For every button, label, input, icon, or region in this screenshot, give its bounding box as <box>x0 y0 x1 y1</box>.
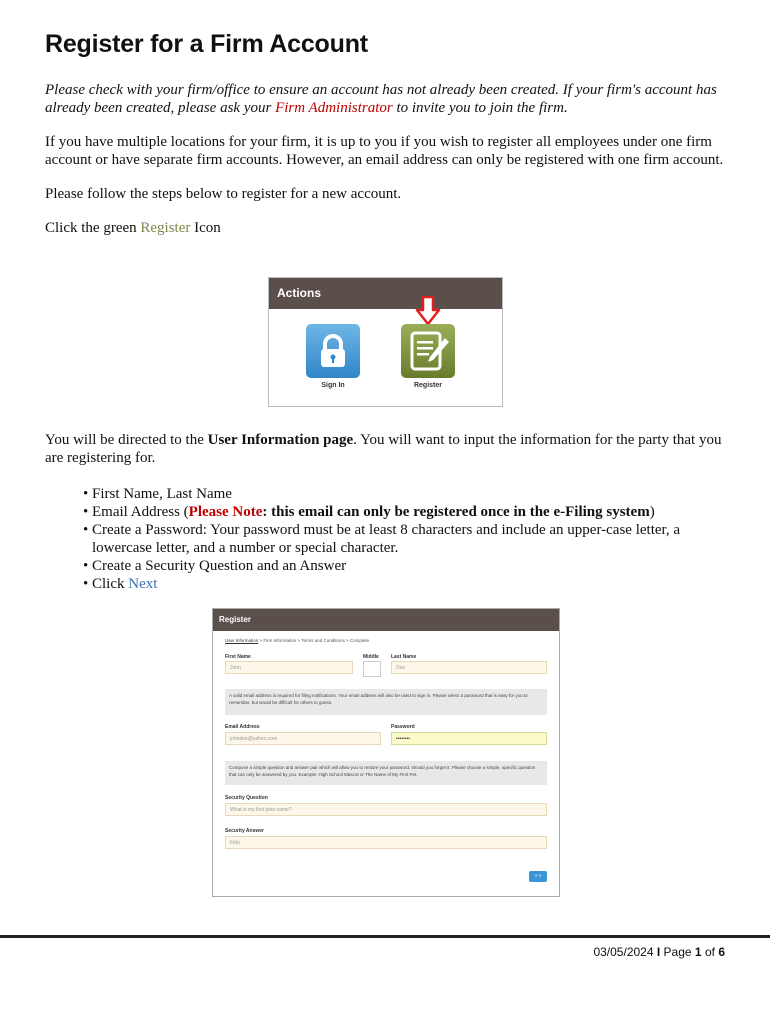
intro-paragraph <box>45 81 735 117</box>
sign-in-label: Sign In <box>321 382 345 389</box>
actions-panel-screenshot <box>268 277 503 407</box>
document-pencil-icon <box>401 324 455 378</box>
sign-in-tile[interactable] <box>306 324 360 378</box>
register-header: Register <box>213 609 559 631</box>
next-link[interactable]: Next <box>128 576 158 592</box>
next-button[interactable]: » » <box>529 871 547 882</box>
step-item-password: • Create a Password: Your password must be at least 8 characters and include an upper-case letter, a lowercase letter, and a number or special character. <box>83 521 735 557</box>
directed-before: You will be directed to the <box>45 432 208 448</box>
security-info-box: Compose a simple question and answer pair which will allow you to restore your password, should you forget it. Please choose a simple, specific question that can only be answered by you. Example: High School Mascot or The Name of My First Pet. <box>225 761 547 785</box>
register-tile[interactable] <box>401 324 455 378</box>
footer-of: of <box>704 945 715 959</box>
actions-header: Actions <box>269 278 502 309</box>
page-footer <box>593 945 725 959</box>
footer-separator: I <box>656 945 661 959</box>
firm-administrator-link[interactable]: Firm Administrator <box>275 100 393 116</box>
intro-text-after: to invite you to join the firm. <box>392 100 568 116</box>
middle-label: Middle <box>363 654 379 660</box>
password-label: Password <box>391 724 415 730</box>
click-register-after: Icon <box>190 220 221 236</box>
follow-steps-paragraph: Please follow the steps below to register for a new account. <box>45 186 402 202</box>
footer-date: 03/05/2024 <box>593 945 654 959</box>
last-name-label: Last Name <box>391 654 417 660</box>
step-item-security: • Create a Security Question and an Answer <box>83 557 735 575</box>
last-name-field[interactable]: Doe <box>391 661 547 674</box>
document-page <box>45 30 735 253</box>
footer-rule <box>0 935 770 938</box>
directed-after: . You will want to input the information for the party that you are registering for. <box>45 432 722 466</box>
page-title: Register for a Firm Account <box>45 30 368 58</box>
security-question-field[interactable]: What is my first pets name? <box>225 803 547 816</box>
lock-icon <box>306 324 360 378</box>
steps-list <box>45 485 735 593</box>
middle-field[interactable] <box>363 661 381 677</box>
step-next-before: Click <box>92 576 129 592</box>
security-question-label: Security Question <box>225 795 268 801</box>
first-name-field[interactable]: John <box>225 661 353 674</box>
down-arrow-icon <box>415 296 441 326</box>
step-item-name: • First Name, Last Name <box>83 485 735 503</box>
please-note-text: Please Note <box>188 504 263 520</box>
multi-locations-paragraph: If you have multiple locations for your firm, it is up to you if you wish to register all employees under one firm account or have separate firm accounts. However, an email address can only be registered with one firm account. <box>45 134 724 168</box>
register-form-screenshot <box>212 608 560 897</box>
click-register-paragraph <box>45 219 735 237</box>
footer-page-word: Page <box>663 945 692 959</box>
step-email-bold: : this email can only be registered once in the e-Filing system <box>262 504 650 520</box>
user-information-page-text: User Information page <box>207 432 354 448</box>
click-register-before: Click the green <box>45 220 141 236</box>
email-info-box: A valid email address is required for filing notifications. Your email address will also be used to sign in. Please select a password that is easy for you to remember, but would be difficult for others to guess. <box>225 689 547 715</box>
security-answer-label: Security Answer <box>225 828 264 834</box>
security-answer-field[interactable]: Fido <box>225 836 547 849</box>
email-label: Email Address <box>225 724 260 730</box>
password-field[interactable]: •••••••• <box>391 732 547 745</box>
step-email-before: Email Address ( <box>92 504 189 520</box>
register-label: Register <box>413 382 442 389</box>
breadcrumb-current[interactable]: User Information <box>225 638 259 643</box>
step-email-after: ) <box>649 504 655 520</box>
breadcrumb-rest: > Firm Information > Terms and Conditions > Complete <box>258 638 370 643</box>
step-item-next <box>83 575 735 593</box>
directed-paragraph <box>45 431 735 467</box>
directed-section <box>45 431 735 593</box>
intro-text-before: Please check with your firm/office to ensure an account has not already been created. If your firm's account has already been created, please ask your <box>45 82 717 116</box>
footer-page-number: 1 <box>694 945 702 959</box>
email-field[interactable]: johndoe@yahoo.com <box>225 732 381 745</box>
breadcrumb <box>225 638 369 643</box>
footer-page-total: 6 <box>718 945 725 959</box>
register-link[interactable]: Register <box>140 220 191 236</box>
step-item-email <box>83 503 735 521</box>
first-name-label: First Name <box>225 654 251 660</box>
